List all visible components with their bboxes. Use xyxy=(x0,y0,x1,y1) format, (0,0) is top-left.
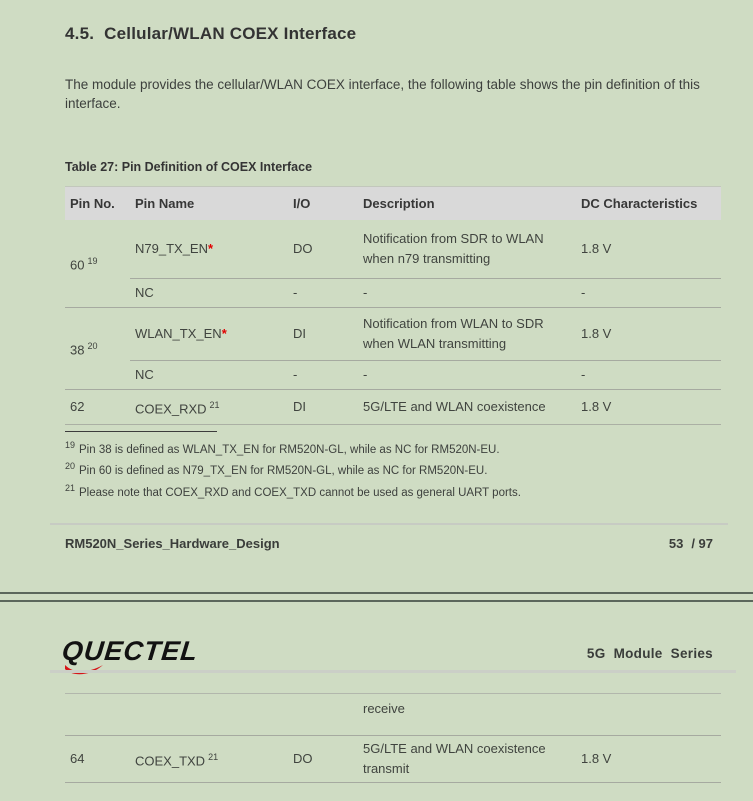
cell-pin-name xyxy=(130,390,288,425)
footnote-19 xyxy=(65,437,521,458)
cell-dc: 1.8 V xyxy=(581,241,612,256)
table-header-row xyxy=(65,187,721,221)
cell-io: DI xyxy=(288,308,358,361)
cell-description: Notification from WLAN to SDR when WLAN transmitting xyxy=(358,308,576,361)
pin-number: 38 xyxy=(70,342,85,358)
footnote-text: Please note that COEX_RXD and COEX_TXD cannot be used as general UART ports. xyxy=(79,486,521,499)
cell-dc: 1.8 V xyxy=(576,736,721,783)
cell-pin-name xyxy=(130,694,288,736)
required-asterisk: * xyxy=(207,241,214,256)
cell-io: DI xyxy=(288,390,358,425)
footnote-divider xyxy=(65,431,217,432)
page-number: 53 xyxy=(668,536,684,551)
cell-description: - xyxy=(358,361,576,390)
cell-dc: 1.8 V xyxy=(576,308,721,361)
cell-description: receive xyxy=(363,701,405,716)
cell-pin-name xyxy=(130,736,288,783)
footnote-20 xyxy=(65,458,521,479)
table-row-pin-60-nc xyxy=(65,279,721,308)
cell-dc: - xyxy=(576,279,721,308)
section-number: 4.5. xyxy=(65,24,95,43)
intro-paragraph: The module provides the cellular/WLAN COEX interface, the following table shows the pin definition of this interface. xyxy=(65,77,700,111)
page-indicator xyxy=(669,536,713,551)
footnotes xyxy=(65,437,521,501)
section-title xyxy=(65,24,356,44)
series-label: 5G Module Series xyxy=(586,646,713,661)
cell-dc: - xyxy=(576,361,721,390)
cell-io: DO xyxy=(293,241,313,256)
cell-io: DO xyxy=(288,736,358,783)
table-row-pin-38-main xyxy=(65,308,721,361)
footnote-marker: 21 xyxy=(65,482,76,493)
required-asterisk: * xyxy=(221,326,227,341)
pin-definition-table-continuation xyxy=(65,693,721,783)
cell-pin-name: NC xyxy=(130,361,288,390)
table-row-pin-38-nc xyxy=(65,361,721,390)
cell-description: - xyxy=(358,279,576,308)
cell-pin-no-62: 62 xyxy=(65,390,130,425)
pin-name: N79_TX_EN xyxy=(135,241,208,256)
cell-pin-no-60 xyxy=(65,220,130,308)
quectel-logo-text: QUECTEL xyxy=(60,636,200,666)
page-total: / 97 xyxy=(691,536,713,551)
pin-number-footnote-ref: 20 xyxy=(87,341,98,352)
header-cell-description: Description xyxy=(358,187,576,221)
pin-name-footnote-ref: 21 xyxy=(209,399,220,410)
table-row-pin-60-main xyxy=(65,220,721,279)
cell-pin-no xyxy=(65,694,130,736)
table-caption: Table 27: Pin Definition of COEX Interface xyxy=(65,160,313,174)
footnote-text: Pin 60 is defined as N79_TX_EN for RM520N-GL, while as NC for RM520N-EU. xyxy=(79,465,488,478)
header-cell-pin-no: Pin No. xyxy=(65,187,130,221)
cell-pin-no-64: 64 xyxy=(65,736,130,783)
cell-dc: 1.8 V xyxy=(576,390,721,425)
table-row-continuation xyxy=(65,694,721,736)
cell-pin-name xyxy=(130,308,288,361)
cell-description: Notification from SDR to WLAN when n79 transmitting xyxy=(363,231,544,266)
footnote-text: Pin 38 is defined as WLAN_TX_EN for RM520N-GL, while as NC for RM520N-EU. xyxy=(79,443,500,456)
pin-name: COEX_TXD xyxy=(135,753,206,769)
footnote-21 xyxy=(65,480,521,501)
pin-definition-table xyxy=(65,186,721,425)
pin-name: COEX_RXD xyxy=(135,401,207,417)
pin-number-footnote-ref: 19 xyxy=(87,256,98,267)
header-cell-dc: DC Characteristics xyxy=(576,187,721,221)
doc-name: RM520N_Series_Hardware_Design xyxy=(65,536,280,551)
pin-name: WLAN_TX_EN xyxy=(135,326,222,341)
footer-divider xyxy=(50,523,728,525)
section-name: Cellular/WLAN COEX Interface xyxy=(104,24,357,43)
header-cell-io: I/O xyxy=(288,187,358,221)
footnote-marker: 20 xyxy=(65,461,76,472)
header-cell-pin-name: Pin Name xyxy=(130,187,288,221)
table-row-pin-62 xyxy=(65,390,721,425)
cell-io: - xyxy=(288,361,358,390)
table-row-pin-64 xyxy=(65,736,721,783)
cell-description: 5G/LTE and WLAN coexistence transmit xyxy=(358,736,576,783)
cell-description: 5G/LTE and WLAN coexistence xyxy=(358,390,576,425)
page-separator-line xyxy=(0,592,753,594)
footnote-marker: 19 xyxy=(65,440,76,450)
pin-number: 60 xyxy=(70,257,85,273)
pin-name-footnote-ref: 21 xyxy=(208,751,219,762)
cell-io xyxy=(288,694,358,736)
page-footer xyxy=(65,536,713,551)
page-separator-line xyxy=(0,600,753,602)
cell-pin-name: NC xyxy=(130,279,288,308)
cell-io: - xyxy=(288,279,358,308)
header-divider xyxy=(50,670,736,673)
cell-pin-no-38 xyxy=(65,308,130,390)
cell-dc xyxy=(576,694,721,736)
cell-pin-name xyxy=(130,220,288,279)
